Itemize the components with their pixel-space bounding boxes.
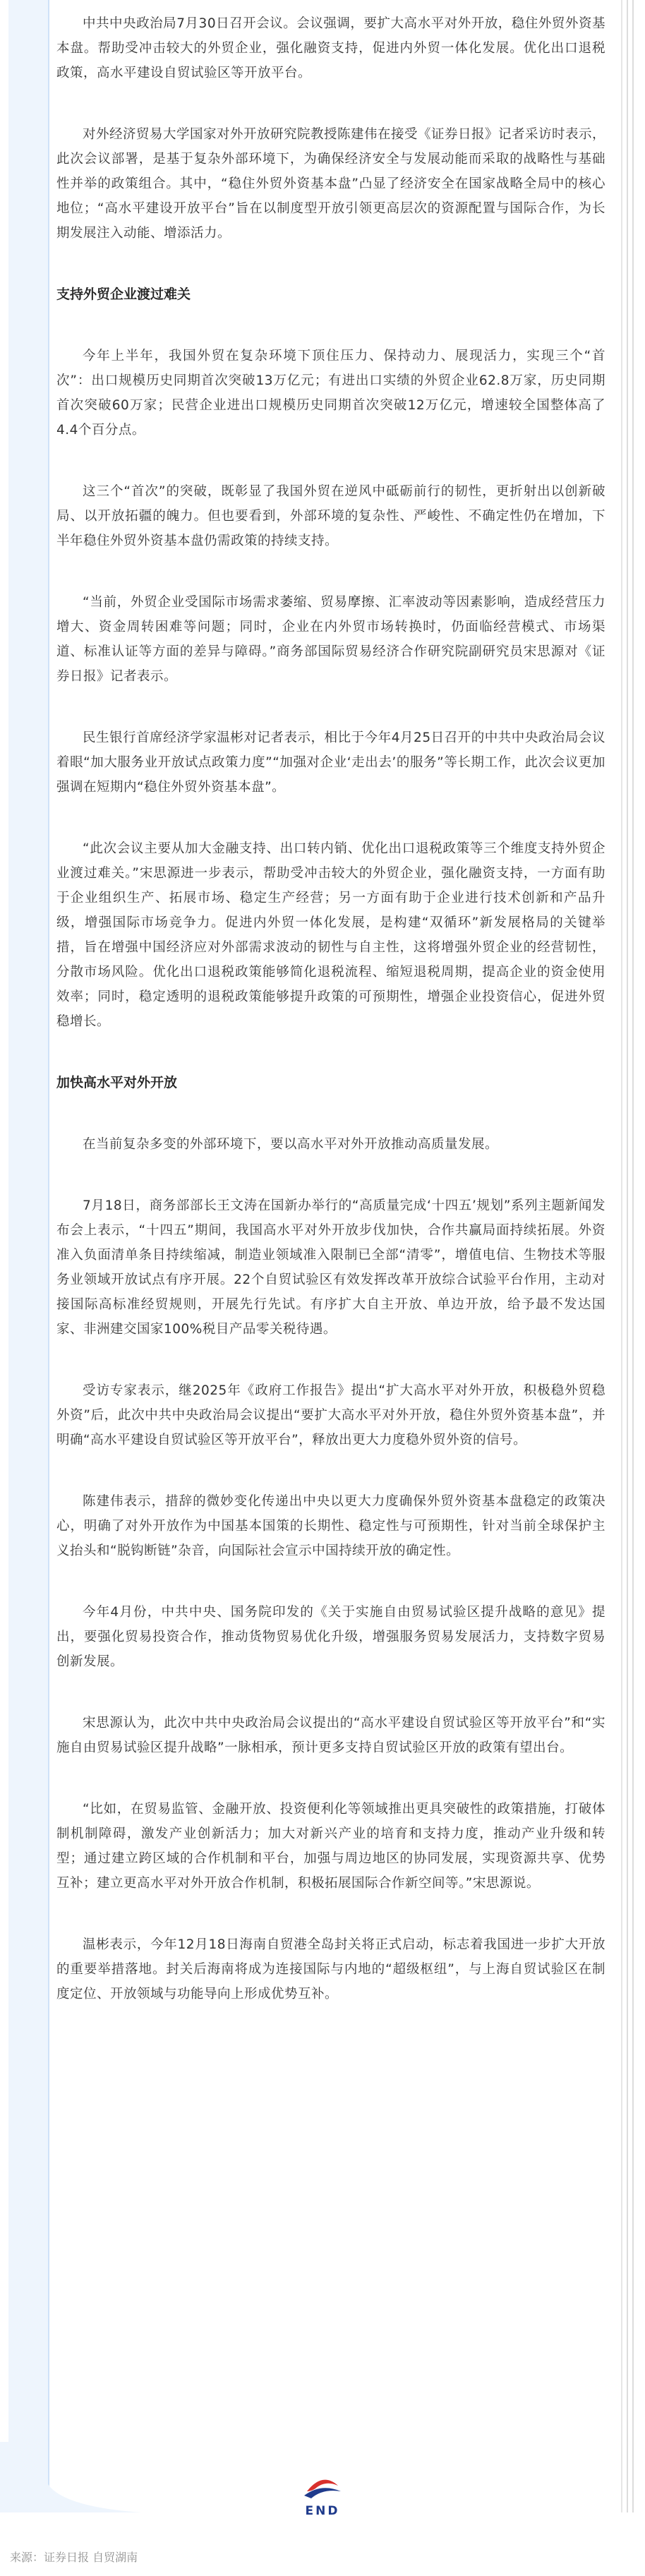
article-paragraph: 在当前复杂多变的外部环境下，要以高水平对外开放推动高质量发展。 — [83, 1137, 499, 1152]
article-paragraph: “当前，外贸企业受国际市场需求萎缩、贸易摩擦、汇率波动等因素影响，造成经营压力增大、资金周转困难等问题；同时，企业在内外贸市场转换时，仍面临经营模式、市场渠道、标准认证等方面的差异与障碍。”商务部国际贸易经济合作研究院副研究员宋思源对《证券日报》记者表示。 — [56, 595, 605, 684]
source-caption: 来源：证券日报 自贸湖南 — [10, 2551, 138, 2564]
end-mark — [0, 2470, 645, 2518]
article-paragraph: 陈建伟表示，措辞的微妙变化传递出中央以更大力度确保外贸外资基本盘稳定的政策决心，明确了对外开放作为中国基本国策的长期性、稳定性与可预期性，针对当前全球保护主义抬头和“脱钩断链”杂音，向国际社会宣示中国持续开放的确定性。 — [56, 1494, 605, 1558]
section-heading: 加快高水平对外开放 — [56, 1075, 178, 1090]
article-body — [56, 11, 605, 2043]
article-paragraph: 中共中央政治局7月30日召开会议。会议强调，要扩大高水平对外开放，稳住外贸外资基本盘。帮助受冲击较大的外贸企业，强化融资支持，促进内外贸一体化发展。优化出口退税政策，高水平建设自贸试验区等开放平台。 — [56, 16, 605, 80]
article-paragraph: 今年上半年，我国外贸在复杂环境下顶住压力、保持动力、展现活力，实现三个“首次”：出口规模历史同期首次突破13万亿元；有进出口实绩的外贸企业62.8万家，历史同期首次突破60万家；民营企业进出口规模历史同期首次突破12万亿元，增速较全国整体高了4.4个百分点。 — [56, 349, 605, 438]
left-decorative-band — [8, 0, 48, 2512]
end-logo-icon — [301, 2470, 344, 2501]
right-decorative-frame — [627, 0, 634, 2512]
right-decorative-line — [621, 0, 622, 2512]
article-paragraph: 温彬表示，今年12月18日海南自贸港全岛封关将正式启动，标志着我国进一步扩大开放的重要举措落地。封关后海南将成为连接国际与内地的“超级枢纽”，与上海自贸试验区在制度定位、开放领域与功能导向上形成优势互补。 — [56, 1937, 605, 2002]
article-paragraph: 今年4月份，中共中央、国务院印发的《关于实施自由贸易试验区提升战略的意见》提出，要强化贸易投资合作，推动货物贸易优化升级，增强服务贸易发展活力，支持数字贸易创新发展。 — [56, 1605, 605, 1669]
section-heading: 支持外贸企业渡过难关 — [56, 287, 191, 302]
article-paragraph: 这三个“首次”的突破，既彰显了我国外贸在逆风中砥砺前行的韧性，更折射出以创新破局、以开放拓疆的魄力。但也要看到，外部环境的复杂性、严峻性、不确定性仍在增加，下半年稳住外贸外资基本盘仍需政策的持续支持。 — [56, 484, 605, 548]
left-band-edge — [48, 0, 49, 2512]
end-label: END — [305, 2504, 340, 2518]
article-paragraph: 受访专家表示，继2025年《政府工作报告》提出“扩大高水平对外开放，积极稳外贸稳外资”后，此次中共中央政治局会议提出“要扩大高水平对外开放，稳住外贸外资基本盘”，并明确“高水平建设自贸试验区等开放平台”，释放出更大力度稳外贸外资的信号。 — [56, 1383, 605, 1448]
article-paragraph: 宋思源认为，此次中共中央政治局会议提出的“高水平建设自贸试验区等开放平台”和“实施自由贸易试验区提升战略”一脉相承，预计更多支持自贸试验区开放的政策有望出台。 — [56, 1716, 605, 1755]
article-paragraph: 民生银行首席经济学家温彬对记者表示，相比于今年4月25日召开的中共中央政治局会议着眼“加大服务业开放试点政策力度”“加强对企业‘走出去’的服务”等长期工作，此次会议更加强调在短期内“稳住外贸外资基本盘”。 — [56, 730, 605, 795]
article-paragraph: “此次会议主要从加大金融支持、出口转内销、优化出口退税政策等三个维度支持外贸企业渡过难关。”宋思源进一步表示，帮助受冲击较大的外贸企业，强化融资支持，一方面有助于企业组织生产、拓展市场、稳定生产经营；另一方面有助于企业进行技术创新和产品升级，增强国际市场竞争力。促进内外贸一体化发展，是构建“双循环”新发展格局的关键举措，旨在增强中国经济应对外部需求波动的韧性与自主性，这将增强外贸企业的经营韧性，分散市场风险。优化出口退税政策能够简化退税流程、缩短退税周期，提高企业的资金使用效率；同时，稳定透明的退税政策能够提升政策的可预期性，增强企业投资信心，促进外贸稳增长。 — [56, 841, 605, 1029]
article-paragraph: “比如，在贸易监管、金融开放、投资便利化等领域推出更具突破性的政策措施，打破体制机制障碍，激发产业创新活力；加大对新兴产业的培育和支持力度，推动产业升级和转型；通过建立跨区域的合作机制和平台，加强与周边地区的协同发展，实现资源共享、优势互补；建立更高水平对外开放合作机制，积极拓展国际合作新空间等。”宋思源说。 — [56, 1802, 605, 1891]
article-paragraph: 7月18日，商务部部长王文涛在国新办举行的“高质量完成‘十四五’规划”系列主题新闻发布会上表示，“十四五”期间，我国高水平对外开放步伐加快，合作共赢局面持续拓展。外资准入负面清单条目持续缩减，制造业领域准入限制已全部“清零”，增值电信、生物技术等服务业领域开放试点有序开展。22个自贸试验区有效发挥改革开放综合试验平台作用，主动对接国际高标准经贸规则，开展先行先试。有序扩大自主开放、单边开放，给予最不发达国家、非洲建交国家100%税目产品零关税待遇。 — [56, 1198, 605, 1337]
article-paragraph: 对外经济贸易大学国家对外开放研究院教授陈建伟在接受《证券日报》记者采访时表示，此次会议部署，是基于复杂外部环境下，为确保经济安全与发展动能而采取的战略性与基础性并举的政策组合。其中，“稳住外贸外资基本盘”凸显了经济安全在国家战略全局中的核心地位；“高水平建设开放平台”旨在以制度型开放引领更高层次的资源配置与国际合作，为长期发展注入动能、增添活力。 — [56, 127, 606, 241]
